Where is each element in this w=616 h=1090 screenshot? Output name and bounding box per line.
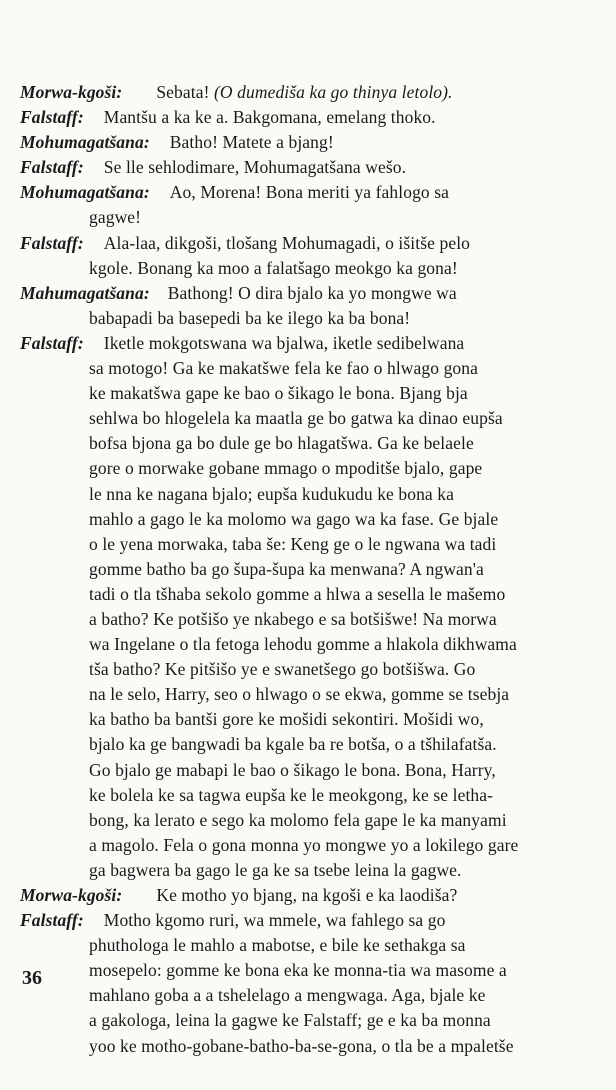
line-text: ke makatšwa gape ke bao o šikago le bona. Bjang bja xyxy=(89,383,468,404)
line-text: na le selo, Harry, seo o hlwago o se ekwa, gomme se tsebja xyxy=(89,684,510,705)
stage-direction: (O dumediša ka go thinya letolo). xyxy=(214,82,453,102)
line-text: kgole. Bonang ka moo a falatšago meokgo ka gona! xyxy=(89,257,458,278)
line-text: mahlo a gago le ka molomo wa gago wa ka fase. Ge bjale xyxy=(89,508,499,529)
dialogue-continuation-line xyxy=(20,933,600,958)
line-text: Se lle sehlodimare, Mohumagatšana wešo. xyxy=(103,157,407,178)
dialogue-continuation-line xyxy=(20,607,600,632)
line-text: Go bjalo ge mabapi le bao o šikago le bona. Bona, Harry, xyxy=(89,759,496,780)
speaker-name: Falstaff: xyxy=(20,332,84,353)
line-text: tša batho? Ke pitšišo ye e swanetšego go botšišwa. Go xyxy=(89,659,476,680)
dialogue-continuation-line xyxy=(20,431,600,456)
dialogue-continuation-line xyxy=(20,707,600,732)
dialogue-continuation-line xyxy=(20,306,600,331)
line-text: wa Ingelane o tla fetoga lehodu gomme a hlakola dikhwama xyxy=(89,634,517,655)
line-text: Motho kgomo ruri, wa mmele, wa fahlego sa go xyxy=(103,910,446,931)
dialogue-line xyxy=(20,180,600,205)
line-text: gomme batho ba go šupa-šupa ka menwana? A ngwan'a xyxy=(89,558,484,579)
speaker-name: Mohumagatšana: xyxy=(20,132,150,153)
dialogue-continuation-line xyxy=(20,808,600,833)
dialogue-continuation-line xyxy=(20,983,600,1008)
speaker-name: Falstaff: xyxy=(20,157,84,178)
line-text: gagwe! xyxy=(89,207,142,228)
dialogue-continuation-line xyxy=(20,356,600,381)
dialogue-line xyxy=(20,155,600,180)
dialogue-continuation-line xyxy=(20,256,600,281)
line-text: bofsa bjona ga bo dule ge bo hlagatšwa. Ga ke belaele xyxy=(89,433,474,454)
speaker-name: Falstaff: xyxy=(20,910,84,931)
line-text: tadi o tla tšhaba sekolo gomme a hlwa a sesella le mašemo xyxy=(89,583,506,604)
line-text: bong, ka lerato e sego ka molomo fela gape le ka manyami xyxy=(89,809,507,830)
dialogue-line xyxy=(20,130,600,155)
dialogue-continuation-line xyxy=(20,632,600,657)
dialogue-continuation-line xyxy=(20,406,600,431)
line-text: Ao, Morena! Bona meriti ya fahlogo sa xyxy=(169,182,450,203)
dialogue-line xyxy=(20,80,600,105)
dialogue-line xyxy=(20,883,600,908)
line-text: a magolo. Fela o gona monna yo mongwe yo a lokilego gare xyxy=(89,834,519,855)
line-text: Bathong! O dira bjalo ka yo mongwe wa xyxy=(167,282,457,303)
speaker-name: Mohumagatšana: xyxy=(20,182,150,203)
line-text: ga bagwera ba gago le ga ke sa tsebe leina la gagwe. xyxy=(89,859,462,880)
dialogue-line xyxy=(20,908,600,933)
speaker-name: Morwa-kgoši: xyxy=(20,82,123,102)
dialogue-continuation-line xyxy=(20,958,600,983)
dialogue-continuation-line xyxy=(20,732,600,757)
line-text: sehlwa bo hlogelela ka maatla ge bo gatwa ka dinao eupša xyxy=(89,408,503,429)
dialogue-continuation-line xyxy=(20,582,600,607)
line-text: bjalo ka ge bangwadi ba kgale ba re botša, o a tšhilafatša. xyxy=(89,734,497,755)
dialogue-continuation-line xyxy=(20,482,600,507)
line-text: a batho? Ke potšišo ye nkabego e sa botšišwe! Na morwa xyxy=(89,608,497,629)
speaker-name: Mahumagatšana: xyxy=(20,282,150,303)
line-text: Batho! Matete a bjang! xyxy=(169,132,334,153)
line-text: ke bolela ke sa tagwa eupša ke le meokgong, ke se letha- xyxy=(89,784,494,805)
dialogue-text xyxy=(20,80,600,1059)
dialogue-continuation-line xyxy=(20,557,600,582)
speaker-name: Morwa-kgoši: xyxy=(20,885,123,905)
dialogue-continuation-line xyxy=(20,1008,600,1033)
dialogue-continuation-line xyxy=(20,507,600,532)
line-text: mosepelo: gomme ke bona eka ke monna-tia wa masome a xyxy=(89,960,507,981)
dialogue-continuation-line xyxy=(20,783,600,808)
dialogue-continuation-line xyxy=(20,858,600,883)
speaker-name: Falstaff: xyxy=(20,107,84,128)
line-text: Ala-laa, dikgoši, tlošang Mohumagadi, o išitše pelo xyxy=(103,232,471,253)
dialogue-line xyxy=(20,281,600,306)
line-text: a gakologa, leina la gagwe ke Falstaff; ge e ka ba monna xyxy=(89,1010,491,1031)
dialogue-continuation-line xyxy=(20,532,600,557)
line-text: le nna ke nagana bjalo; eupša kudukudu ke bona ka xyxy=(89,483,454,504)
speaker-name: Falstaff: xyxy=(20,232,84,253)
dialogue-line xyxy=(20,231,600,256)
page-number: 36 xyxy=(22,967,42,989)
line-text: gore o morwake gobane mmago o mpoditše bjalo, gape xyxy=(89,458,483,479)
dialogue-continuation-line xyxy=(20,1034,600,1059)
dialogue-continuation-line xyxy=(20,833,600,858)
line-text: o le yena morwaka, taba še: Keng ge o le ngwana wa tadi xyxy=(89,533,497,554)
dialogue-line xyxy=(20,105,600,130)
dialogue-continuation-line xyxy=(20,758,600,783)
dialogue-continuation-line xyxy=(20,456,600,481)
line-text: yoo ke motho-gobane-batho-ba-se-gona, o tla be a mpaletše xyxy=(89,1035,514,1056)
dialogue-line xyxy=(20,331,600,356)
line-text: babapadi ba basepedi ba ke ilego ka ba bona! xyxy=(89,307,411,328)
line-text: phuthologa le mahlo a mabotse, e bile ke sethakga sa xyxy=(89,935,466,956)
line-text: Sebata! xyxy=(156,82,210,102)
line-text: Mantšu a ka ke a. Bakgomana, emelang thoko. xyxy=(103,107,436,128)
line-text: mahlano goba a a tshelelago a mengwaga. Aga, bjale ke xyxy=(89,985,486,1006)
line-text: Ke motho yo bjang, na kgoši e ka laodiša? xyxy=(156,885,458,905)
dialogue-continuation-line xyxy=(20,205,600,230)
line-text: sa motogo! Ga ke makatšwe fela ke fao o hlwago gona xyxy=(89,358,478,379)
line-text: ka batho ba bantši gore ke mošidi sekontiri. Mošidi wo, xyxy=(89,709,484,730)
dialogue-continuation-line xyxy=(20,682,600,707)
dialogue-continuation-line xyxy=(20,381,600,406)
dialogue-continuation-line xyxy=(20,657,600,682)
line-text: Iketle mokgotswana wa bjalwa, iketle sedibelwana xyxy=(103,332,465,353)
